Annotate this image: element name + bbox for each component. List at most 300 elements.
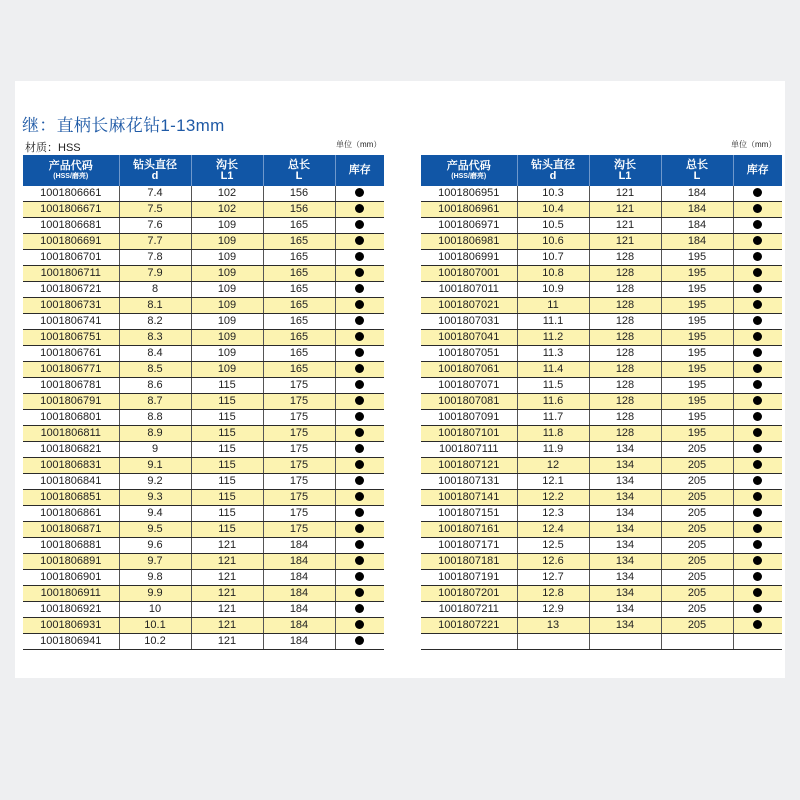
flute-length-cell: 121 [191,554,263,570]
stock-cell [335,202,384,218]
table-row [421,266,782,282]
product-code-cell: 1001806801 [23,410,119,426]
column-header-diameter: 钻头直径 d [119,155,191,186]
table-row [23,602,384,618]
flute-length-cell: 134 [589,474,661,490]
in-stock-dot-icon [355,300,364,309]
stock-cell [733,634,782,650]
stock-cell [733,458,782,474]
product-code-cell: 1001806831 [23,458,119,474]
flute-length-cell [589,634,661,650]
in-stock-dot-icon [753,348,762,357]
in-stock-dot-icon [355,508,364,517]
table-row [421,298,782,314]
stock-cell [335,490,384,506]
total-length-cell: 195 [661,330,733,346]
product-code-cell: 1001806871 [23,522,119,538]
total-length-cell: 195 [661,282,733,298]
product-code-cell: 1001807071 [421,378,517,394]
flute-length-cell: 134 [589,602,661,618]
diameter-cell: 10.5 [517,218,589,234]
in-stock-dot-icon [753,572,762,581]
stock-cell [733,282,782,298]
diameter-cell: 7.6 [119,218,191,234]
flute-length-cell: 115 [191,490,263,506]
in-stock-dot-icon [355,556,364,565]
product-code-cell: 1001807061 [421,362,517,378]
diameter-cell: 12 [517,458,589,474]
diameter-cell: 12.3 [517,506,589,522]
stock-cell [733,410,782,426]
total-length-cell: 156 [263,186,335,202]
product-code-cell: 1001806921 [23,602,119,618]
flute-length-cell: 134 [589,442,661,458]
total-length-cell: 205 [661,490,733,506]
product-code-cell: 1001806721 [23,282,119,298]
product-code-cell: 1001806911 [23,586,119,602]
table-row [421,378,782,394]
diameter-cell: 12.6 [517,554,589,570]
total-length-cell: 184 [661,202,733,218]
product-code-cell: 1001806661 [23,186,119,202]
stock-cell [733,314,782,330]
table-row [23,218,384,234]
flute-length-cell: 134 [589,618,661,634]
in-stock-dot-icon [753,524,762,533]
product-code-cell: 1001807051 [421,346,517,362]
stock-cell [733,362,782,378]
flute-length-cell: 134 [589,586,661,602]
diameter-cell: 7.8 [119,250,191,266]
diameter-cell: 10 [119,602,191,618]
diameter-cell: 8.2 [119,314,191,330]
stock-cell [335,250,384,266]
stock-cell [335,282,384,298]
product-code-cell: 1001806851 [23,490,119,506]
total-length-cell: 205 [661,458,733,474]
total-length-cell: 195 [661,250,733,266]
diameter-cell: 7.9 [119,266,191,282]
column-header-flute-length: 沟长 L1 [589,155,661,186]
diameter-cell: 10.7 [517,250,589,266]
product-code-cell: 1001806881 [23,538,119,554]
diameter-cell: 10.2 [119,634,191,650]
table-row [23,362,384,378]
flute-length-cell: 121 [589,202,661,218]
diameter-cell: 9.3 [119,490,191,506]
table-row [23,634,384,650]
flute-length-cell: 121 [191,538,263,554]
flute-length-cell: 109 [191,314,263,330]
flute-length-cell: 115 [191,378,263,394]
table-row [23,458,384,474]
product-code-cell: 1001807111 [421,442,517,458]
total-length-cell: 205 [661,618,733,634]
stock-cell [335,346,384,362]
stock-cell [335,362,384,378]
unit-label-left: 单位（mm） [336,140,382,149]
total-length-cell: 165 [263,362,335,378]
total-length-cell: 165 [263,234,335,250]
total-length-cell: 175 [263,378,335,394]
flute-length-cell: 115 [191,442,263,458]
flute-length-cell: 109 [191,298,263,314]
unit-label-right: 单位（mm） [731,140,777,149]
in-stock-dot-icon [753,268,762,277]
flute-length-cell: 128 [589,314,661,330]
product-code-cell: 1001806941 [23,634,119,650]
total-length-cell: 184 [661,234,733,250]
in-stock-dot-icon [753,380,762,389]
column-header-stock: 库存 [733,155,782,186]
in-stock-dot-icon [355,540,364,549]
in-stock-dot-icon [355,588,364,597]
table-row [421,330,782,346]
in-stock-dot-icon [355,396,364,405]
diameter-cell: 10.3 [517,186,589,202]
stock-cell [733,554,782,570]
product-code-cell: 1001807041 [421,330,517,346]
stock-cell [335,458,384,474]
in-stock-dot-icon [355,252,364,261]
flute-length-cell: 121 [191,602,263,618]
product-code-cell: 1001807011 [421,282,517,298]
total-length-cell: 195 [661,362,733,378]
in-stock-dot-icon [753,604,762,613]
total-length-cell: 205 [661,586,733,602]
in-stock-dot-icon [355,460,364,469]
total-length-cell: 184 [661,218,733,234]
diameter-cell: 7.5 [119,202,191,218]
stock-cell [733,186,782,202]
flute-length-cell: 121 [191,586,263,602]
stock-cell [733,586,782,602]
product-code-cell: 1001806711 [23,266,119,282]
stock-cell [335,618,384,634]
in-stock-dot-icon [753,444,762,453]
spec-table-right [421,155,782,650]
in-stock-dot-icon [355,572,364,581]
stock-cell [335,410,384,426]
flute-length-cell: 109 [191,346,263,362]
stock-cell [733,218,782,234]
product-code-cell: 1001806951 [421,186,517,202]
stock-cell [335,602,384,618]
flute-length-cell: 121 [589,186,661,202]
total-length-cell: 205 [661,442,733,458]
total-length-cell: 205 [661,570,733,586]
flute-length-cell: 134 [589,554,661,570]
table-row [421,410,782,426]
in-stock-dot-icon [753,220,762,229]
product-code-cell: 1001806891 [23,554,119,570]
product-code-cell: 1001806961 [421,202,517,218]
total-length-cell: 165 [263,314,335,330]
total-length-cell: 195 [661,426,733,442]
diameter-cell: 9.5 [119,522,191,538]
stock-cell [335,522,384,538]
total-length-cell: 195 [661,378,733,394]
table-row [421,506,782,522]
product-code-cell: 1001807191 [421,570,517,586]
stock-cell [335,538,384,554]
flute-length-cell: 128 [589,426,661,442]
flute-length-cell: 121 [589,234,661,250]
in-stock-dot-icon [355,412,364,421]
in-stock-dot-icon [753,556,762,565]
diameter-cell: 7.4 [119,186,191,202]
table-row [23,554,384,570]
diameter-cell: 12.1 [517,474,589,490]
table-header-row [421,155,782,186]
total-length-cell: 184 [263,570,335,586]
in-stock-dot-icon [753,540,762,549]
table-row [421,490,782,506]
in-stock-dot-icon [355,236,364,245]
stock-cell [733,234,782,250]
total-length-cell: 195 [661,266,733,282]
diameter-cell: 11.2 [517,330,589,346]
stock-cell [733,346,782,362]
flute-length-cell: 128 [589,266,661,282]
product-code-cell: 1001807121 [421,458,517,474]
product-code-cell: 1001807131 [421,474,517,490]
stock-cell [335,442,384,458]
table-row [23,330,384,346]
stock-cell [335,634,384,650]
flute-length-cell: 121 [191,634,263,650]
flute-length-cell: 109 [191,250,263,266]
flute-length-cell: 134 [589,490,661,506]
table-row [421,634,782,650]
diameter-cell: 8.8 [119,410,191,426]
diameter-cell: 8.7 [119,394,191,410]
diameter-cell: 12.9 [517,602,589,618]
flute-length-cell: 128 [589,410,661,426]
product-code-cell: 1001806761 [23,346,119,362]
product-code-cell: 1001806841 [23,474,119,490]
in-stock-dot-icon [355,284,364,293]
stock-cell [733,490,782,506]
stock-cell [733,330,782,346]
table-row [23,314,384,330]
column-header-flute-length: 沟长 L1 [191,155,263,186]
table-row [421,218,782,234]
flute-length-cell: 128 [589,282,661,298]
diameter-cell: 8.9 [119,426,191,442]
in-stock-dot-icon [355,204,364,213]
total-length-cell: 184 [263,586,335,602]
total-length-cell: 184 [263,538,335,554]
stock-cell [335,266,384,282]
total-length-cell: 195 [661,314,733,330]
stock-cell [733,298,782,314]
diameter-cell: 7.7 [119,234,191,250]
table-row [421,570,782,586]
column-header-product-code: 产品代码 (HSS/磨亮) [421,155,517,186]
product-code-cell: 1001806811 [23,426,119,442]
flute-length-cell: 128 [589,394,661,410]
diameter-cell: 11.6 [517,394,589,410]
flute-length-cell: 115 [191,506,263,522]
flute-length-cell: 109 [191,266,263,282]
flute-length-cell: 134 [589,522,661,538]
in-stock-dot-icon [753,252,762,261]
table-row [421,250,782,266]
flute-length-cell: 121 [191,570,263,586]
product-code-cell: 1001807081 [421,394,517,410]
column-header-diameter: 钻头直径 d [517,155,589,186]
table-row [421,346,782,362]
in-stock-dot-icon [753,508,762,517]
stock-cell [733,266,782,282]
table-row [421,394,782,410]
flute-length-cell: 128 [589,346,661,362]
flute-length-cell: 109 [191,234,263,250]
product-code-cell: 1001807151 [421,506,517,522]
total-length-cell: 184 [661,186,733,202]
table-row [23,346,384,362]
total-length-cell: 184 [263,618,335,634]
total-length-cell: 195 [661,298,733,314]
table-row [23,394,384,410]
stock-cell [733,426,782,442]
diameter-cell: 12.7 [517,570,589,586]
flute-length-cell: 134 [589,538,661,554]
total-length-cell: 195 [661,410,733,426]
total-length-cell: 184 [263,634,335,650]
stock-cell [335,506,384,522]
diameter-cell: 9.1 [119,458,191,474]
total-length-cell: 165 [263,218,335,234]
total-length-cell: 165 [263,250,335,266]
table-row [421,602,782,618]
product-code-cell: 1001807221 [421,618,517,634]
stock-cell [335,554,384,570]
total-length-cell: 184 [263,602,335,618]
product-code-cell: 1001807171 [421,538,517,554]
in-stock-dot-icon [355,220,364,229]
table-row [23,410,384,426]
in-stock-dot-icon [753,460,762,469]
diameter-cell: 11.9 [517,442,589,458]
total-length-cell: 195 [661,394,733,410]
flute-length-cell: 109 [191,330,263,346]
stock-cell [733,570,782,586]
flute-length-cell: 109 [191,218,263,234]
product-code-cell: 1001806791 [23,394,119,410]
stock-cell [733,602,782,618]
flute-length-cell: 115 [191,394,263,410]
diameter-cell: 10.1 [119,618,191,634]
table-row [421,314,782,330]
in-stock-dot-icon [355,268,364,277]
stock-cell [733,618,782,634]
product-code-cell: 1001806751 [23,330,119,346]
table-row [421,618,782,634]
product-code-cell: 1001807091 [421,410,517,426]
total-length-cell: 205 [661,602,733,618]
table-row [23,282,384,298]
total-length-cell: 175 [263,410,335,426]
product-code-cell: 1001807181 [421,554,517,570]
column-header-product-code: 产品代码 (HSS/磨亮) [23,155,119,186]
stock-cell [335,426,384,442]
diameter-cell: 9.9 [119,586,191,602]
column-header-total-length: 总长 L [263,155,335,186]
flute-length-cell: 115 [191,458,263,474]
in-stock-dot-icon [753,476,762,485]
diameter-cell: 8.1 [119,298,191,314]
diameter-cell: 8 [119,282,191,298]
flute-length-cell: 128 [589,378,661,394]
product-code-cell: 1001807031 [421,314,517,330]
table-row [421,538,782,554]
table-row [23,522,384,538]
in-stock-dot-icon [355,428,364,437]
in-stock-dot-icon [355,364,364,373]
in-stock-dot-icon [355,636,364,645]
product-code-cell: 1001807201 [421,586,517,602]
total-length-cell: 165 [263,346,335,362]
table-row [23,234,384,250]
product-code-cell: 1001806671 [23,202,119,218]
stock-cell [335,298,384,314]
table-row [421,442,782,458]
in-stock-dot-icon [355,444,364,453]
product-code-cell: 1001806971 [421,218,517,234]
total-length-cell: 175 [263,474,335,490]
diameter-cell: 8.4 [119,346,191,362]
in-stock-dot-icon [753,364,762,373]
product-code-cell: 1001806731 [23,298,119,314]
in-stock-dot-icon [753,492,762,501]
diameter-cell: 11.5 [517,378,589,394]
stock-cell [733,522,782,538]
in-stock-dot-icon [753,188,762,197]
stock-cell [335,586,384,602]
in-stock-dot-icon [355,188,364,197]
in-stock-dot-icon [753,316,762,325]
flute-length-cell: 109 [191,282,263,298]
product-code-cell: 1001806691 [23,234,119,250]
product-code-cell: 1001806821 [23,442,119,458]
diameter-cell: 10.9 [517,282,589,298]
diameter-cell: 10.8 [517,266,589,282]
table-row [23,490,384,506]
stock-cell [733,250,782,266]
in-stock-dot-icon [355,524,364,533]
flute-length-cell: 115 [191,474,263,490]
diameter-cell: 9.2 [119,474,191,490]
flute-length-cell: 121 [191,618,263,634]
product-code-cell: 1001806741 [23,314,119,330]
table-row [421,202,782,218]
in-stock-dot-icon [355,492,364,501]
table-row [23,186,384,202]
diameter-cell: 11.7 [517,410,589,426]
stock-cell [335,218,384,234]
stock-cell [335,570,384,586]
total-length-cell: 205 [661,506,733,522]
diameter-cell: 9 [119,442,191,458]
table-row [421,522,782,538]
table-row [421,426,782,442]
column-header-total-length: 总长 L [661,155,733,186]
in-stock-dot-icon [355,476,364,485]
in-stock-dot-icon [355,332,364,341]
stock-cell [733,538,782,554]
